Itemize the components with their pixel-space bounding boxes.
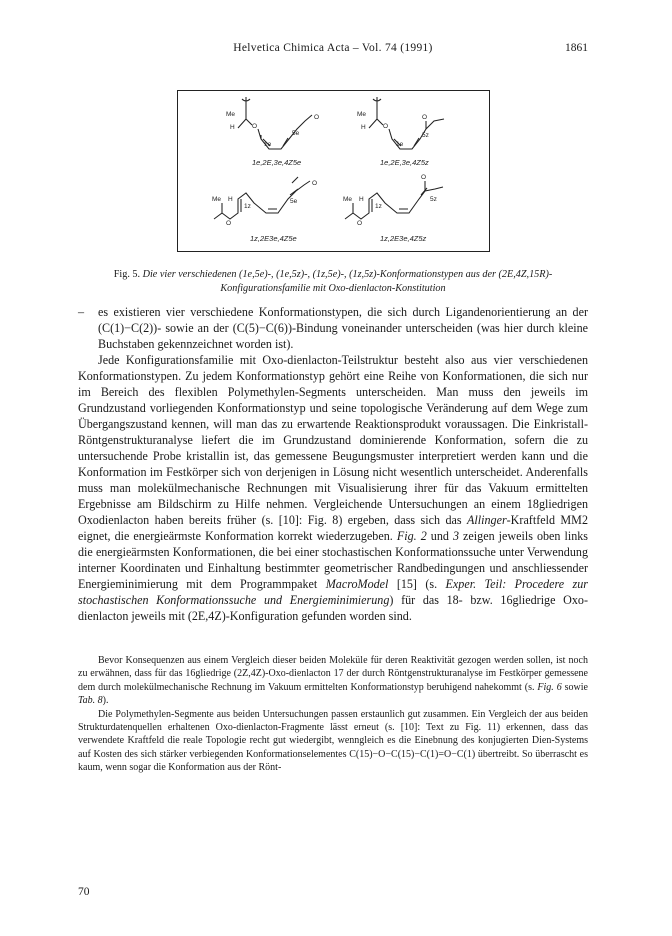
atom-o: O (421, 174, 427, 181)
position-label: 5e (292, 130, 300, 137)
atom-me: Me (343, 196, 353, 203)
small-paragraph: Die Polymethylen-Segmente aus beiden Untersuchungen passen erstaunlich gut zusammen. Ein Vergleich der aus beiden Strukturdatenquellen erhaltenen Oxo-dienlacton-Fragmente lässt erneut (s. [10]: Text zu Fig. 11) erkennen, dass das verwendete Kraftfeld die reale Topologie recht gut wiedergibt, wenngleich es die Einebnung des konjugierten Dien-Systems auf Kosten des sich stärker verbiegenden Konformationselementes C(15)−O−C(15)−C(1)=O−C(1) übertreibt. So überrascht es kaum, wenn sogar die Konformation aus der Rönt- (78, 708, 588, 774)
position-label: 5z (422, 132, 429, 139)
journal-title: Helvetica Chimica Acta – Vol. 74 (1991) (233, 42, 433, 54)
structure-1z5z (343, 174, 443, 243)
atom-o: O (422, 114, 428, 121)
atom-o: O (252, 123, 258, 130)
header-page-number: 1861 (565, 42, 588, 54)
atom-o: O (226, 220, 232, 227)
small-print-text (78, 654, 588, 775)
atom-me: Me (357, 111, 367, 118)
tab8-ref: Tab. 8 (78, 695, 103, 707)
atom-o: O (357, 220, 363, 227)
structure-1z5e (212, 177, 317, 243)
structure-label: 1z,2E3e,4Z5e (250, 234, 297, 243)
position-label: 5z (430, 196, 437, 203)
structure-1e5z (357, 97, 444, 167)
fig6-ref: Fig. 6 (537, 681, 562, 693)
atom-o: O (383, 123, 389, 130)
structure-label: 1e,2E,3e,4Z5z (380, 158, 429, 167)
fig2-ref: Fig. 2 (396, 529, 427, 543)
atom-me: Me (226, 111, 236, 118)
position-label: 5e (290, 198, 298, 205)
figure-caption (78, 268, 588, 296)
atom-h: H (361, 124, 366, 131)
allinger-ref: Allinger (467, 513, 507, 527)
position-label: 1e (264, 141, 272, 148)
structure-label: 1e,2E,3e,4Z5e (252, 158, 302, 167)
exper-ref: Exper. Teil: Procedere zur stochastischen Konformationssuche und Energieminimierung (78, 577, 588, 607)
structure-1e5e (226, 97, 319, 167)
position-label: 1z (375, 203, 382, 210)
atom-o: O (312, 180, 318, 187)
macromodel-ref: MacroModel (325, 577, 389, 591)
running-header (78, 42, 588, 58)
bullet-item: – es existieren vier verschiedene Konformationstypen, die sich durch Ligandenorientierung an der (C(1)−C(2))- sowie an der (C(5)−C(6))-Bindung voneinander unterscheiden (was hier durch kleine Buchstaben gekennzeichnet worden ist). (78, 305, 588, 351)
caption-label: Fig. 5. (113, 269, 141, 280)
atom-h: H (359, 196, 364, 203)
body-paragraph: Jede Konfigurationsfamilie mit Oxo-dienlacton-Teilstruktur besteht also aus vier verschiedenen Konformationstypen. Zu jedem Konformationstyp gehört eine Reihe von Konformationen, die sich nur im Bereich des flexiblen Polymethylen-Segments unterscheiden. Man muss den jeweils im Grundzustand vorliegenden Konformationstyp und seine topologische Veränderung auf dem Wege zum Übergangszustand kennen, will man das zu erwartende Reaktionsprodukt voraussagen. Die Einkristall-Röntgenstrukturanalyse liefert die im Grundzustand dominierende Konformation, sofern die zu untersuchende Probe kristallin ist, das gemessene Beugungsmuster interpretiert werden kann und die Konformation im Festkörper sich von derjenigen in Lösung nicht wesentlich unterscheidet. Anderenfalls muss man molekülmechanische Rechnungen mit Visualisierung ihrer für das Vakuum ermittelten Ergebnisse am Bildschirm zu Hilfe nehmen. Vergleichende Untersuchungen an einem 18gliedrigen Oxodienlacton haben bereits früher (s. [10]: Fig. 8) ergeben, dass sich das Allinger-Kraftfeld MM2 eignet, die energieärmste Konformation korrekt wiederzugeben. Fig. 2 und 3 zeigen jeweils oben links die energieärmsten Konformationen, die bei einer stochastischen Konformationssuche unter Verwendung interner Koordinaten und Einhaltung bestimmter geometrischer Randbedingungen und anschliessender Energieminimierung mit dem Programmpaket MacroModel [15] (s. Exper. Teil: Procedere zur stochastischen Konformationssuche und Energieminimierung) für das 18- bzw. 16gliedrige Oxo-dienlacton jeweils mit (2E,4Z)-Konfiguration gefunden worden sind. (78, 353, 589, 623)
structure-label: 1z,2E3e,4Z5z (380, 234, 427, 243)
atom-h: H (230, 124, 235, 131)
caption-text: Die vier verschiedenen (1e,5e)-, (1e,5z)-, (1z,5e)-, (1z,5z)-Konformationstypen aus der (2E,4Z,15R)-Konfigurationsfamilie mit Oxo-dienlacton-Konstitution (142, 269, 553, 294)
footer-page-number: 70 (78, 886, 90, 898)
position-label: 1z (244, 203, 251, 210)
figure-5 (177, 90, 490, 252)
main-text (78, 304, 588, 624)
position-label: 1e (396, 141, 404, 148)
fig3-ref: 3 (452, 529, 460, 543)
small-paragraph: Bevor Konsequenzen aus einem Vergleich dieser beiden Moleküle für deren Reaktivität gezogen werden sollen, ist noch zu erwähnen, dass für das 16gliedrige (2Z,4Z)-Oxo-dienlacton 17 der durch Röntgenstrukturanalyse im Festkörper gemessene dem durch molekülmechanische Rechnung im Vakuum ermittelten Konformationstyp beruhigend nahekommt (s. Fig. 6 sowie Tab. 8). (78, 655, 588, 707)
conformation-structures (178, 91, 489, 251)
atom-h: H (228, 196, 233, 203)
bullet-text: es existieren vier verschiedene Konformationstypen, die sich durch Ligandenorientierung an der (C(1)−C(2))- sowie an der (C(5)−C(6))-Bindung voneinander unterscheiden (was hier durch kleine Buchstaben gekennzeichnet worden ist). (98, 305, 588, 351)
atom-o: O (314, 114, 320, 121)
atom-me: Me (212, 196, 222, 203)
